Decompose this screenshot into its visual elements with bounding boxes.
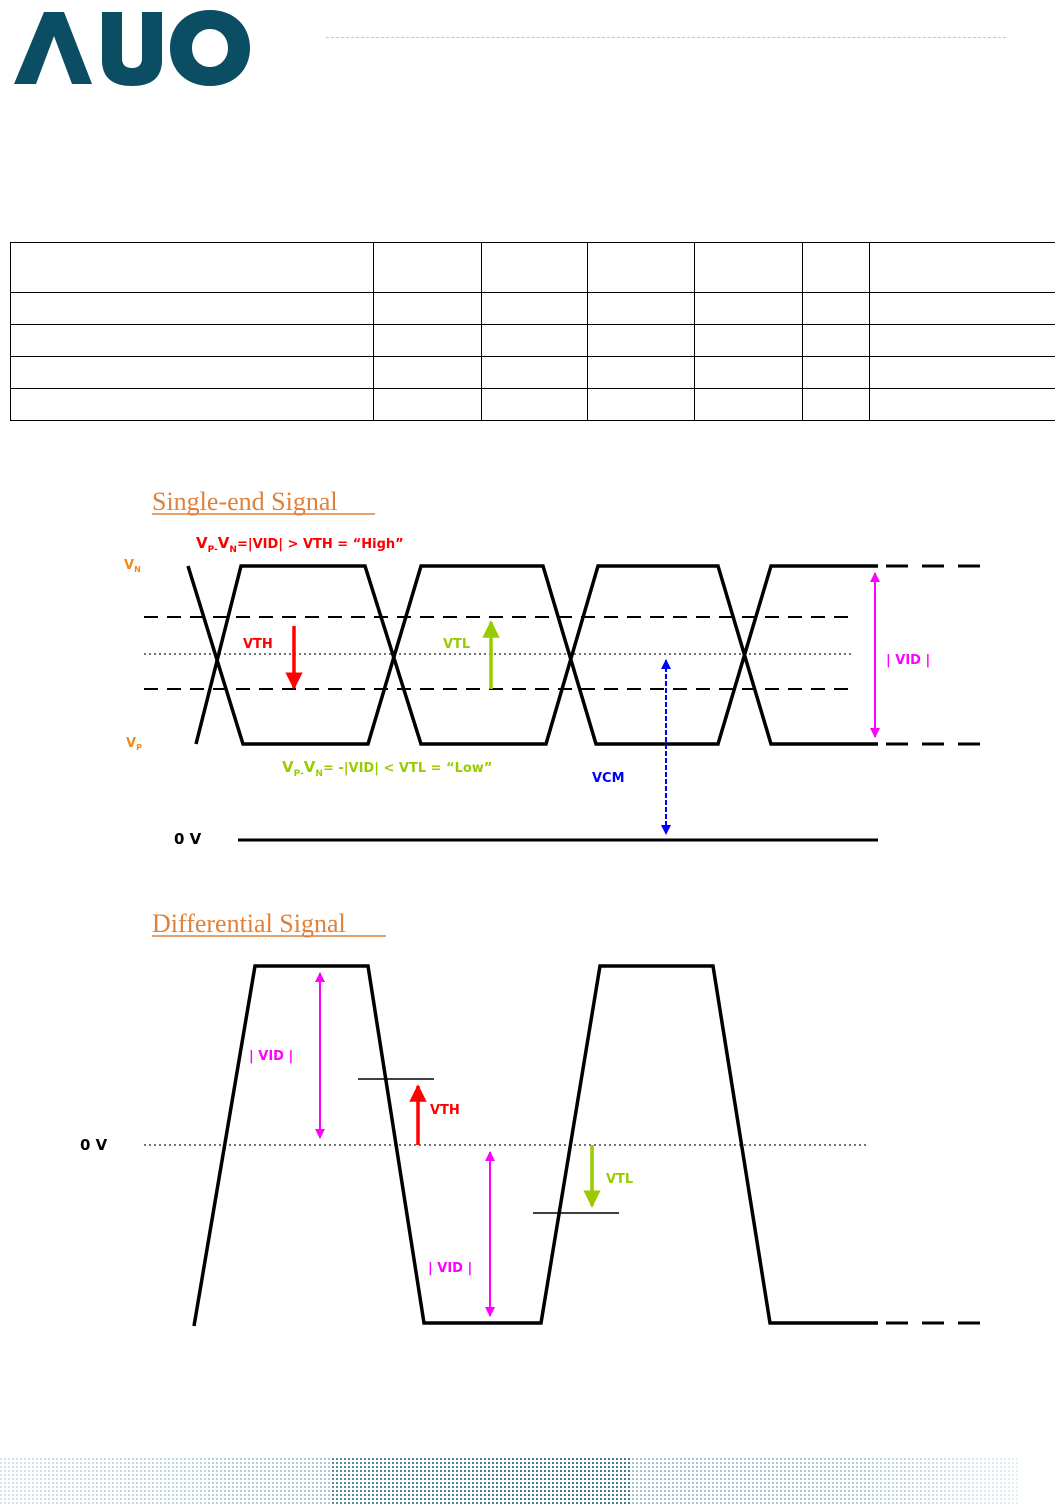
table-cell [803,293,870,325]
table-cell [482,325,588,357]
vp-waveform [196,566,878,744]
table-cell [374,325,482,357]
table-row [11,325,1055,357]
table-cell [695,325,803,357]
table-cell [695,357,803,389]
vtl-label: VTL [443,637,471,652]
table-cell [870,357,1055,389]
differential-title: Differential Signal [152,909,346,938]
table-cell [11,357,374,389]
diff-vtl-label: VTL [606,1172,634,1187]
vid-lower-label: | VID | [428,1261,473,1276]
table-cell [482,389,588,421]
table-cell [588,293,695,325]
zero-volt-label: 0 V [174,830,202,848]
table-cell [870,389,1055,421]
vid-upper-label: | VID | [249,1049,294,1064]
table-cell [11,389,374,421]
table-row [11,293,1055,325]
low-equation: $V_{P-}V_N= -|VID|$ < VTL = “Low” [282,758,493,779]
table-row [11,357,1055,389]
table-cell [588,325,695,357]
table-header-cell [803,243,870,293]
auo-logo [14,10,250,86]
vcm-label: VCM [592,771,625,786]
diff-vth-label: VTH [430,1103,460,1118]
table-header-cell [588,243,695,293]
table-cell [695,389,803,421]
table-cell [11,293,374,325]
table-cell [803,357,870,389]
table-cell [374,389,482,421]
table-cell [482,357,588,389]
table-cell [803,389,870,421]
signal-diagram [78,476,998,1346]
vid-label: | VID | [886,653,931,668]
vn-label: $V_N$ [124,558,141,574]
table-header-row [11,243,1055,293]
vn-waveform [188,566,878,744]
diff-zero-label: 0 V [80,1136,108,1154]
table-cell [374,357,482,389]
spec-table [10,242,1055,421]
vth-label: VTH [243,637,273,652]
table-header-cell [482,243,588,293]
single-end-title: Single-end Signal [152,487,338,516]
footer-pattern [0,1458,1055,1504]
table-cell [588,389,695,421]
table-cell [870,293,1055,325]
table-cell [374,293,482,325]
table-header-cell [695,243,803,293]
table-cell [482,293,588,325]
table-header-cell [11,243,374,293]
vp-label: $V_P$ [126,736,142,752]
table-cell [588,357,695,389]
table-header-cell [374,243,482,293]
header-divider [326,37,1006,38]
differential-waveform [194,966,878,1326]
table-header-cell [870,243,1055,293]
table-cell [11,325,374,357]
table-cell [870,325,1055,357]
table-row [11,389,1055,421]
table-cell [803,325,870,357]
table-cell [695,293,803,325]
high-equation: $V_{P-}V_N=|VID|$ > VTH = “High” [196,534,404,555]
